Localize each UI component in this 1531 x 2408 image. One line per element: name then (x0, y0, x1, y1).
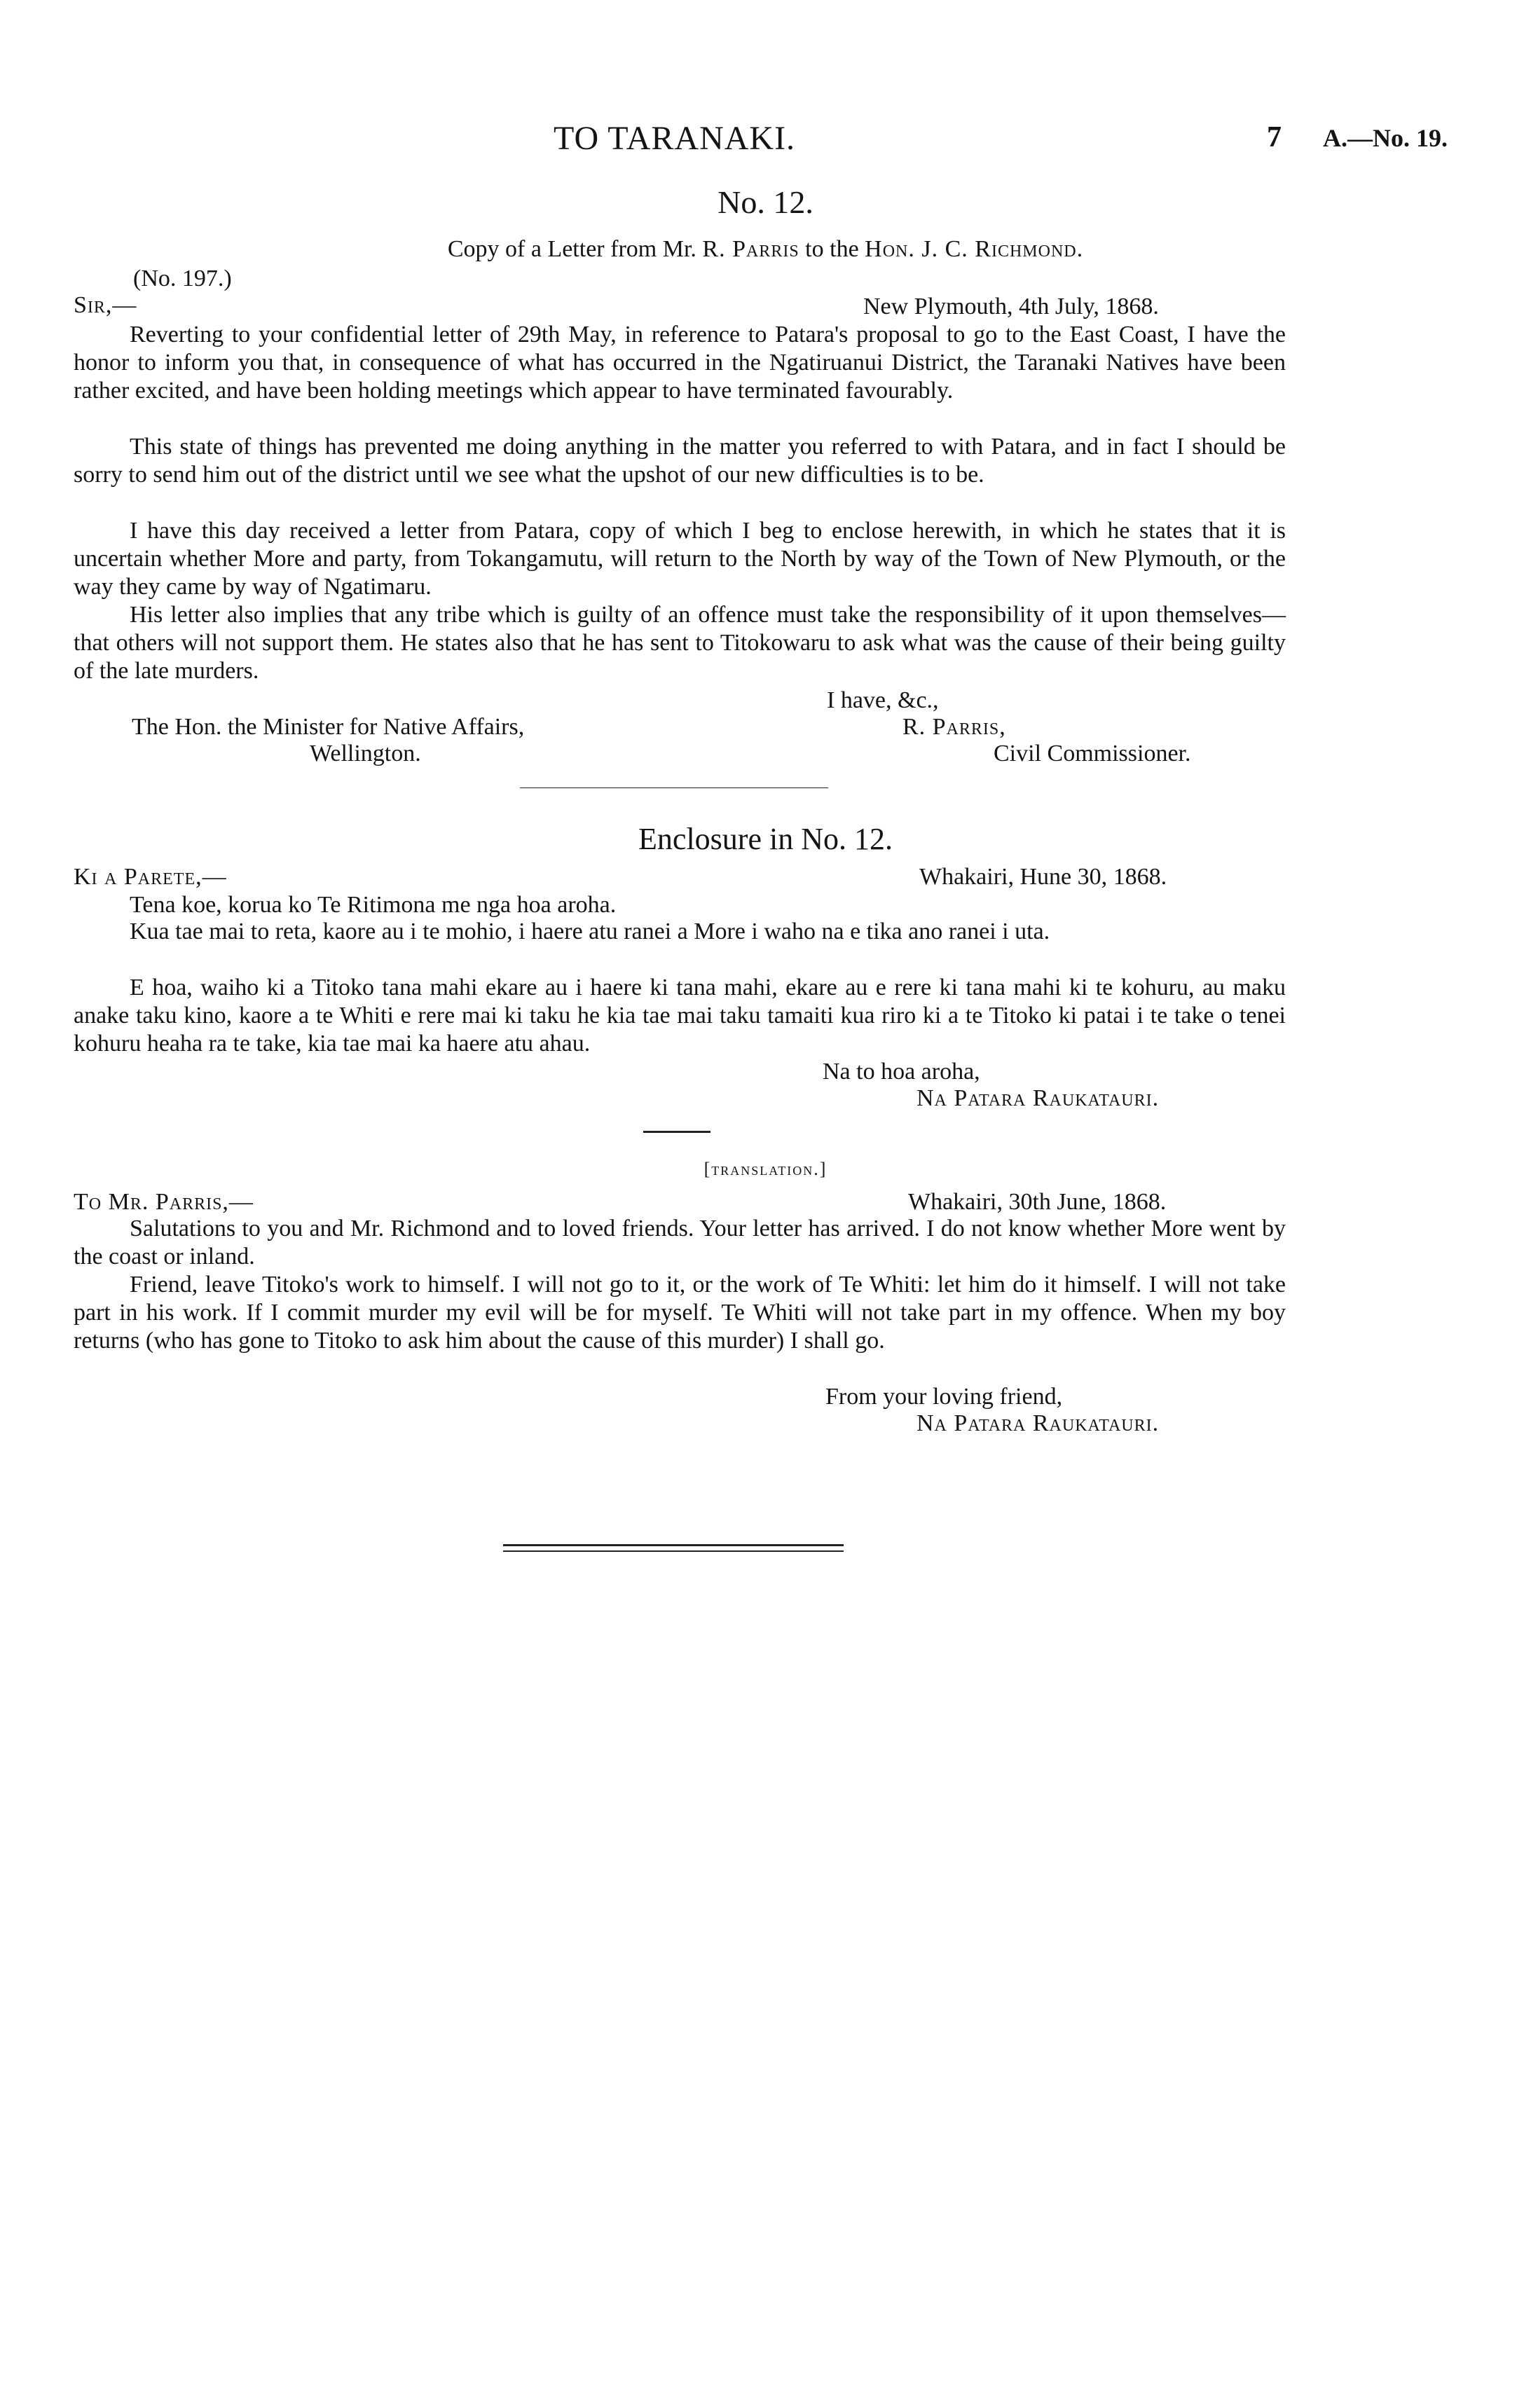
translation-paragraph-2: Friend, leave Titoko's work to himself. I will not go to it, or the work of Te Whiti: let him do it himself. I will not take part in his work. If I commit murder my evil will be for myself. Te Whiti will not take part in my offence. When my boy returns (who has gone to Titoko to ask him about the cause of this murder) I shall go. (74, 1272, 1286, 1354)
translation-label: [translation.] (703, 1159, 828, 1179)
translation-place-date: Whakairi, 30th June, 1868. (908, 1189, 1167, 1215)
translation-salutation: To Mr. Parris,— (74, 1189, 254, 1215)
letter-reference-number: (No. 197.) (133, 266, 232, 291)
document-reference: A.—No. 19. (1323, 124, 1448, 152)
letter-recipient: Hon. J. C. Richmond. (865, 236, 1084, 262)
addressee-line-1: The Hon. the Minister for Native Affairs, (132, 714, 525, 740)
letter-place-date: New Plymouth, 4th July, 1868. (863, 294, 1159, 319)
enclosure-signature: Na Patara Raukatauri. (916, 1085, 1160, 1111)
end-rule-bottom (503, 1550, 844, 1552)
signature-name: R. Parris, (902, 714, 1006, 740)
letter-number-heading: No. 12. (718, 184, 813, 220)
copy-line-prefix: Copy of a Letter from Mr. (447, 236, 696, 262)
addressee-line-2: Wellington. (310, 741, 421, 766)
letter-paragraph-1: Reverting to your confidential letter of 29th May, in reference to Patara's proposal to go to the East Coast, I have the honor to inform you that, in consequence of what has occurred in the Ngatiruanui District, the Taranaki Natives have been rather excited, and have been holding meetings which appear to have terminated favourably. (74, 322, 1286, 404)
enclosure-place-date: Whakairi, Hune 30, 1868. (919, 864, 1167, 890)
letter-paragraph-2: This state of things has prevented me doing anything in the matter you referred to with Patara, and in fact I should be sorry to send him out of the district until we see what the upshot of our new difficulties is to be. (74, 434, 1286, 488)
enclosure-paragraph-2: Kua tae mai to reta, kaore au i te mohio, i haere atu ranei a More i waho na e tika ano ranei i uta. (130, 919, 1050, 944)
letter-paragraph-4: His letter also implies that any tribe which is guilty of an offence must take the responsibility of it upon themselves—that others will not support them. He states also that he has sent to Titokowaru to ask what was the cause of their being guilty of the late murders. (74, 602, 1286, 684)
page-number: 7 (1267, 121, 1282, 153)
signature-title: Civil Commissioner. (994, 741, 1191, 766)
translation-signature: Na Patara Raukatauri. (916, 1410, 1160, 1436)
enclosure-paragraph-3: E hoa, waiho ki a Titoko tana mahi ekare au i haere ki tana mahi, ekare au e rere ki tana mahi ki te kohuru, au maku anake taku kino, kaore a te Whiti e rere mai ki taku he kia tae mai taku tamaiti kua riro ki a te Titoko ki patai i te take o tenei kohuru heaha ra te take, kia tae mai ka haere atu ahau. (74, 975, 1286, 1057)
letter-description (0, 235, 1531, 263)
end-rule-top (503, 1544, 844, 1546)
section-divider (520, 787, 828, 788)
letter-paragraph-3: I have this day received a letter from Patara, copy of which I beg to enclose herewith, in which he states that it is uncertain whether More and party, from Tokangamutu, will return to the North by way of the Town of New Plymouth, or the way they came by way of Ngatimaru. (74, 518, 1286, 600)
translation-closing: From your loving friend, (825, 1384, 1063, 1410)
copy-line-middle: to the (805, 236, 859, 262)
translation-paragraph-1: Salutations to you and Mr. Richmond and to loved friends. Your letter has arrived. I do not know whether More went by the coast or inland. (74, 1216, 1286, 1270)
running-title: TO TARANAKI. (554, 120, 796, 157)
enclosure-heading: Enclosure in No. 12. (638, 822, 893, 856)
enclosure-salutation: Ki a Parete,— (74, 864, 227, 890)
enclosure-paragraph-1: Tena koe, korua ko Te Ritimona me nga hoa aroha. (130, 892, 617, 918)
letter-author: R. Parris (702, 236, 799, 262)
enclosure-closing: Na to hoa aroha, (823, 1059, 980, 1085)
letter-salutation: Sir,— (74, 292, 137, 318)
short-divider (643, 1131, 710, 1133)
letter-closing: I have, &c., (827, 687, 939, 713)
